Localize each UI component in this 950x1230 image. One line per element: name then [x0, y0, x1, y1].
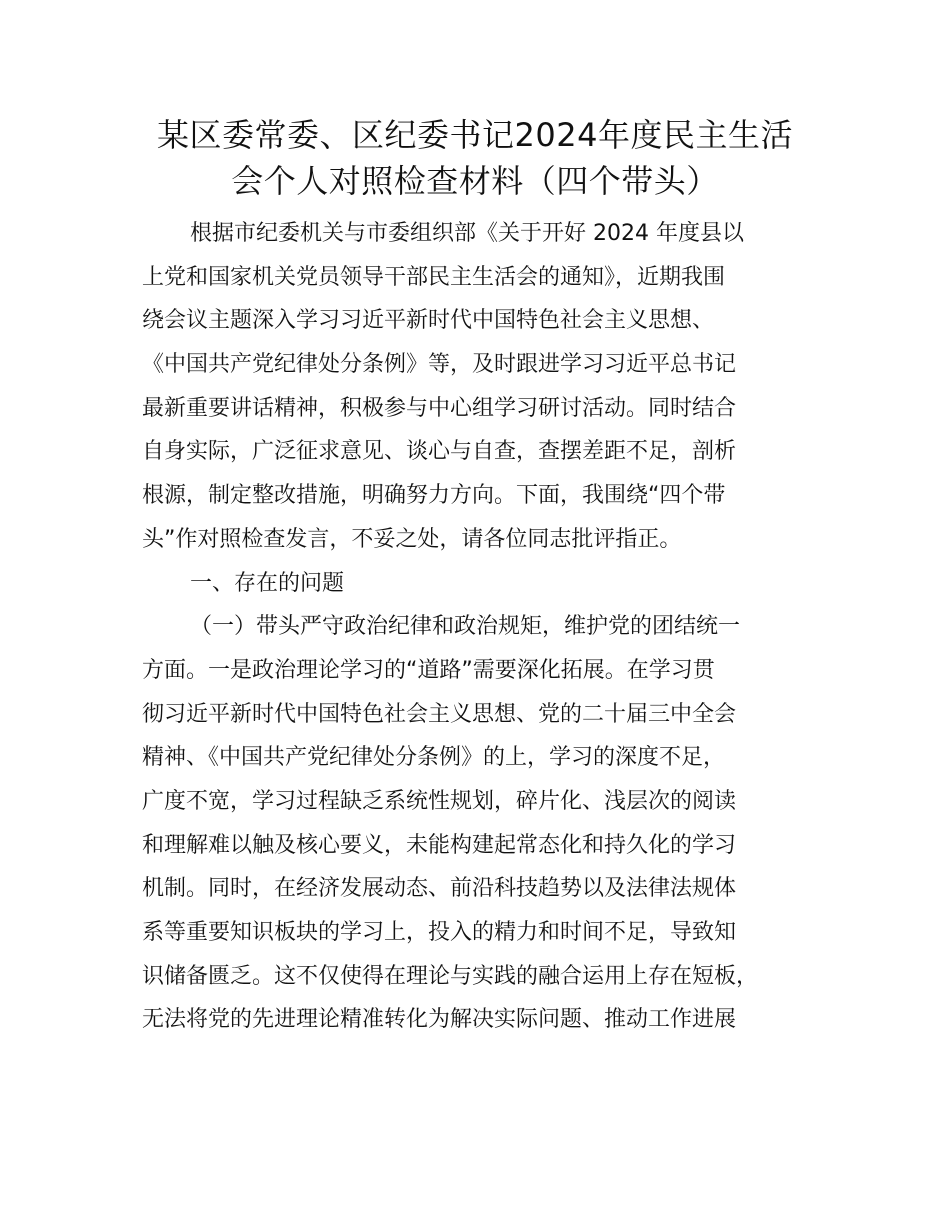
- document-title: [120, 112, 830, 204]
- document-body: [142, 212, 814, 1042]
- section-paragraph-line: 和理解难以触及核心要义，未能构建起常态化和持久化的学习: [142, 832, 737, 858]
- title-line: 某区委常委、区纪委书记2024年度民主生活: [157, 116, 793, 154]
- section-paragraph-line: （一）带头严守政治纪律和政治规矩，维护党的团结统一: [190, 614, 741, 640]
- section-paragraph-line: 方面。一是政治理论学习的“道路”需要深化拓展。在学习贯: [142, 657, 715, 683]
- section-paragraph-line: 无法将党的先进理论精准转化为解决实际问题、推动工作进展: [142, 1007, 737, 1033]
- intro-paragraph-line: 根据市纪委机关与市委组织部《关于开好 2024 年度县以: [190, 221, 744, 246]
- intro-paragraph-line: 最新重要讲话精神，积极参与中心组学习研讨活动。同时结合: [142, 395, 737, 421]
- title-line: 会个人对照检查材料（四个带头）: [231, 162, 719, 200]
- section-paragraph-line: 精神、《中国共产党纪律处分条例》的上，学习的深度不足，: [142, 745, 726, 771]
- section-paragraph-line: 识储备匮乏。这不仅使得在理论与实践的融合运用上存在短板，: [142, 963, 759, 989]
- intro-paragraph-line: 上党和国家机关党员领导干部民主生活会的通知》，近期我围: [142, 264, 726, 290]
- section-paragraph-line: 广度不宽，学习过程缺乏系统性规划，碎片化、浅层次的阅读: [142, 788, 737, 814]
- section-paragraph-line: 机制。同时，在经济发展动态、前沿科技趋势以及法律法规体: [142, 876, 737, 902]
- intro-paragraph-line: 《中国共产党纪律处分条例》等，及时跟进学习习近平总书记: [142, 352, 737, 378]
- intro-paragraph-line: 绕会议主题深入学习习近平新时代中国特色社会主义思想、: [142, 308, 715, 334]
- section-paragraph-line: 系等重要知识板块的学习上，投入的精力和时间不足，导致知: [142, 920, 737, 945]
- section-paragraph-line: 彻习近平新时代中国特色社会主义思想、党的二十届三中全会: [142, 701, 737, 727]
- section-heading: 一、存在的问题: [190, 570, 345, 596]
- intro-paragraph-line: 头”作对照检查发言，不妥之处，请各位同志批评指正。: [142, 526, 682, 552]
- intro-paragraph-line: 根源，制定整改措施，明确努力方向。下面，我围绕“四个带: [142, 483, 726, 509]
- intro-paragraph-line: 自身实际，广泛征求意见、谈心与自查，查摆差距不足，剖析: [142, 439, 737, 465]
